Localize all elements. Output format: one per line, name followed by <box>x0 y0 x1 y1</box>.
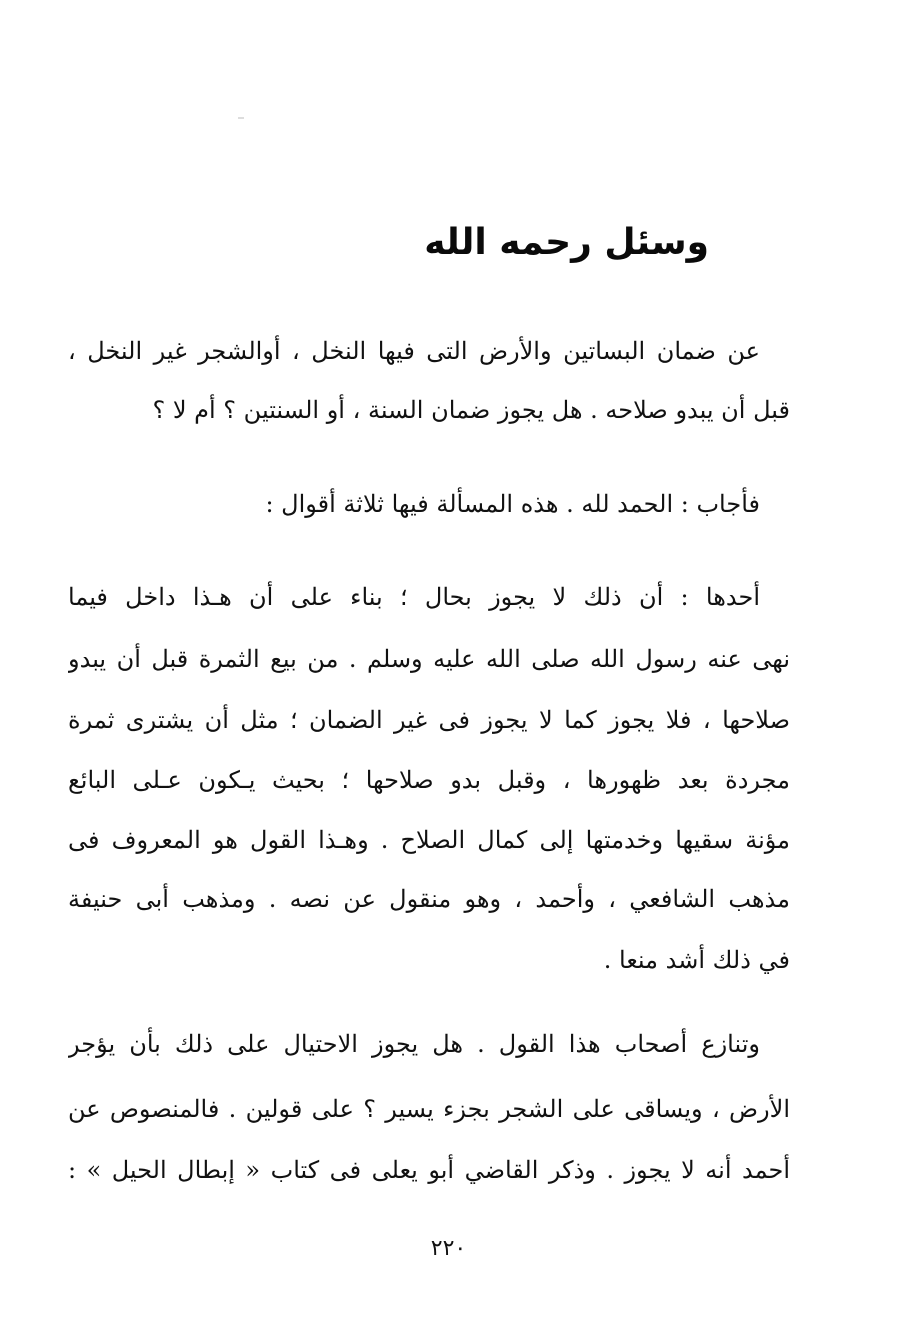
text-line: مجردة بعد ظهورها ، وقبل بدو صلاحها ؛ بحيث يـكون عـلى البائع <box>68 766 790 794</box>
text-line: فأجاب : الحمد لله . هذه المسألة فيها ثلاثة أقوال : <box>265 490 760 518</box>
text-line: أحمد أنه لا يجوز . وذكر القاضي أبو يعلى فى كتاب « إبطال الحيل » : <box>68 1156 790 1184</box>
text-line: في ذلك أشد منعا . <box>603 946 790 974</box>
text-line: أحدها : أن ذلك لا يجوز بحال ؛ بناء على أن هـذا داخل فيما <box>68 583 760 611</box>
section-heading: وسئل رحمه الله <box>424 222 709 263</box>
text-line: مؤنة سقيها وخدمتها إلى كمال الصلاح . وهـذا القول هو المعروف فى <box>68 826 790 854</box>
text-line: نهى عنه رسول الله صلى الله عليه وسلم . من بيع الثمرة قبل أن يبدو <box>68 645 790 673</box>
text-line: قبل أن يبدو صلاحه . هل يجوز ضمان السنة ، أو السنتين ؟ أم لا ؟ <box>152 396 790 424</box>
text-line: عن ضمان البساتين والأرض التى فيها النخل ، أوالشجر غير النخل ، <box>68 337 760 365</box>
text-line: الأرض ، ويساقى على الشجر بجزء يسير ؟ على قولين . فالمنصوص عن <box>68 1095 790 1123</box>
text-line: صلاحها ، فلا يجوز كما لا يجوز فى غير الضمان ؛ مثل أن يشترى ثمرة <box>68 706 790 734</box>
page-number: ٢٢٠ <box>430 1236 467 1261</box>
scan-mark <box>238 117 244 119</box>
text-line: وتنازع أصحاب هذا القول . هل يجوز الاحتيال على ذلك بأن يؤجر <box>68 1030 760 1058</box>
text-line: مذهب الشافعي ، وأحمد ، وهو منقول عن نصه . ومذهب أبى حنيفة <box>68 885 790 913</box>
